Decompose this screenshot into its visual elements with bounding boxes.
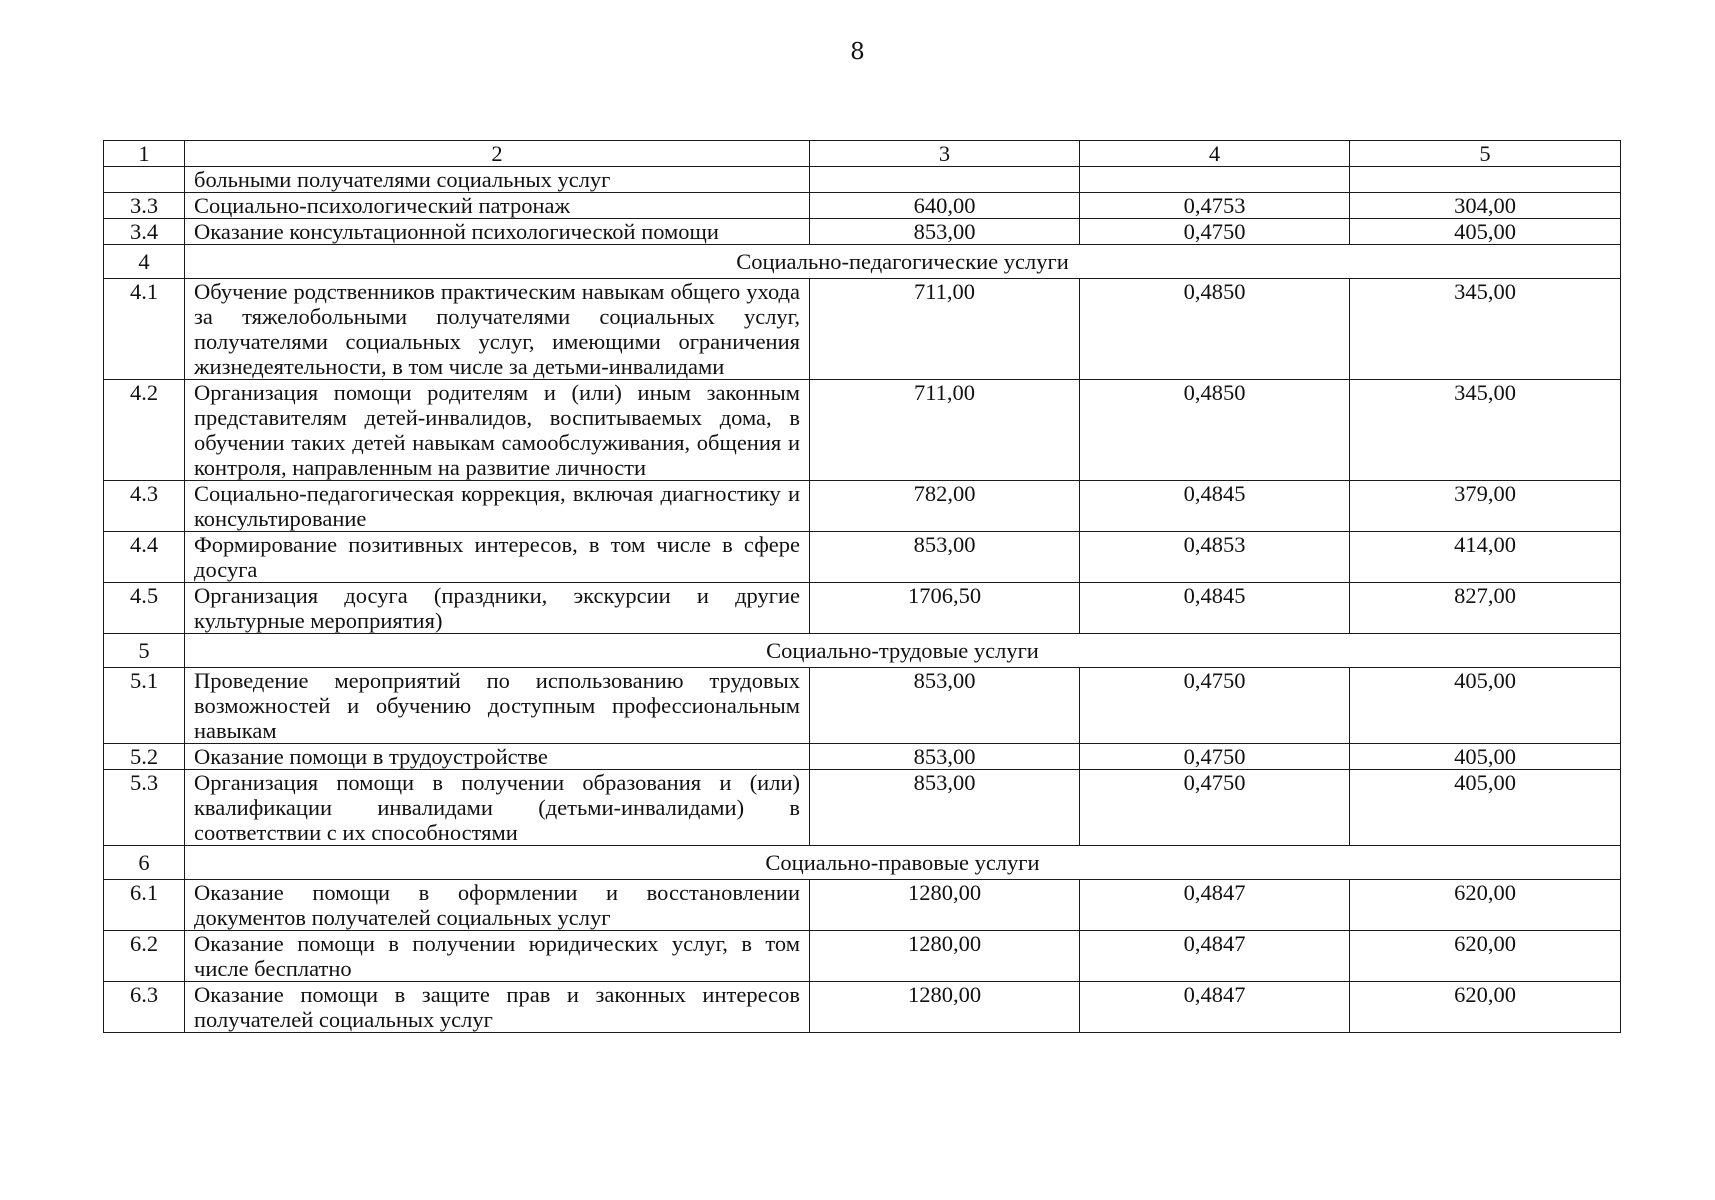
col-4-value: 0,4850 [1080,279,1350,380]
section-number: 6 [104,846,185,880]
section-title: Социально-правовые услуги [185,846,1621,880]
service-name: Социально-психологический патронаж [185,193,810,219]
col-5-value: 345,00 [1350,279,1621,380]
col-3-value: 853,00 [810,532,1080,583]
col-5-value: 405,00 [1350,668,1621,744]
service-name: Обучение родственников практическим навыкам общего ухода за тяжелобольными получателями социальных услуг, получателями социальных услуг, имеющими ограничения жизнедеятельности, в том числе за детьми-инвалидами [185,279,810,380]
col-4-value: 0,4847 [1080,982,1350,1033]
col-3-value: 640,00 [810,193,1080,219]
col-4-value: 0,4750 [1080,219,1350,245]
col-5-value [1350,167,1621,193]
service-name: Оказание помощи в трудоустройстве [185,744,810,770]
table-row [104,583,1621,634]
col-5-value: 620,00 [1350,880,1621,931]
col-3-value: 1706,50 [810,583,1080,634]
col-3-value [810,167,1080,193]
row-number [104,167,185,193]
header-col-1: 1 [104,141,185,167]
table-row [104,279,1621,380]
service-name: Оказание помощи в получении юридических услуг, в том числе бесплатно [185,931,810,982]
col-4-value: 0,4853 [1080,532,1350,583]
col-4-value: 0,4750 [1080,744,1350,770]
page-number: 8 [850,39,865,65]
col-3-value: 1280,00 [810,880,1080,931]
header-col-5: 5 [1350,141,1621,167]
row-number: 5.3 [104,770,185,846]
header-col-4: 4 [1080,141,1350,167]
col-3-value: 1280,00 [810,982,1080,1033]
section-row [104,846,1621,880]
section-title: Социально-педагогические услуги [185,245,1621,279]
col-3-value: 853,00 [810,668,1080,744]
section-row [104,634,1621,668]
services-tariff-table [103,140,1621,1033]
col-4-value: 0,4750 [1080,668,1350,744]
col-4-value: 0,4753 [1080,193,1350,219]
section-number: 5 [104,634,185,668]
row-number: 3.3 [104,193,185,219]
table-header-row [104,141,1621,167]
col-4-value: 0,4847 [1080,880,1350,931]
service-name: Формирование позитивных интересов, в том числе в сфере досуга [185,532,810,583]
row-number: 6.2 [104,931,185,982]
col-4-value: 0,4750 [1080,770,1350,846]
col-4-value: 0,4850 [1080,380,1350,481]
table-row [104,481,1621,532]
col-4-value: 0,4845 [1080,583,1350,634]
row-number: 4.4 [104,532,185,583]
section-title: Социально-трудовые услуги [185,634,1621,668]
col-5-value: 405,00 [1350,744,1621,770]
table-row [104,744,1621,770]
row-number: 6.1 [104,880,185,931]
col-3-value: 853,00 [810,744,1080,770]
col-3-value: 711,00 [810,380,1080,481]
service-name: Проведение мероприятий по использованию трудовых возможностей и обучению доступным профессиональным навыкам [185,668,810,744]
row-number: 3.4 [104,219,185,245]
col-5-value: 405,00 [1350,770,1621,846]
col-5-value: 827,00 [1350,583,1621,634]
row-number: 5.1 [104,668,185,744]
col-5-value: 414,00 [1350,532,1621,583]
row-number: 4.3 [104,481,185,532]
row-number: 6.3 [104,982,185,1033]
row-number: 4.2 [104,380,185,481]
row-number: 5.2 [104,744,185,770]
service-name: Оказание помощи в защите прав и законных интересов получателей социальных услуг [185,982,810,1033]
header-col-2: 2 [185,141,810,167]
section-row [104,245,1621,279]
header-col-3: 3 [810,141,1080,167]
table-row [104,880,1621,931]
service-name: Организация досуга (праздники, экскурсии и другие культурные мероприятия) [185,583,810,634]
table-row [104,380,1621,481]
col-5-value: 620,00 [1350,982,1621,1033]
section-number: 4 [104,245,185,279]
table-row [104,193,1621,219]
row-number: 4.1 [104,279,185,380]
table-row [104,532,1621,583]
col-4-value [1080,167,1350,193]
col-3-value: 782,00 [810,481,1080,532]
col-3-value: 711,00 [810,279,1080,380]
row-number: 4.5 [104,583,185,634]
col-3-value: 853,00 [810,770,1080,846]
service-name: Социально-педагогическая коррекция, включая диагностику и консультирование [185,481,810,532]
table-row [104,770,1621,846]
table-row [104,167,1621,193]
service-name: Оказание помощи в оформлении и восстановлении документов получателей социальных услуг [185,880,810,931]
col-5-value: 620,00 [1350,931,1621,982]
service-name: больными получателями социальных услуг [185,167,810,193]
col-5-value: 379,00 [1350,481,1621,532]
service-name: Оказание консультационной психологической помощи [185,219,810,245]
service-name: Организация помощи родителям и (или) иным законным представителям детей-инвалидов, воспитываемых дома, в обучении таких детей навыкам самообслуживания, общения и контроля, направленным на развитие личности [185,380,810,481]
col-5-value: 405,00 [1350,219,1621,245]
col-4-value: 0,4847 [1080,931,1350,982]
table-row [104,668,1621,744]
table-row [104,219,1621,245]
col-3-value: 853,00 [810,219,1080,245]
col-3-value: 1280,00 [810,931,1080,982]
table-row [104,931,1621,982]
col-5-value: 304,00 [1350,193,1621,219]
col-5-value: 345,00 [1350,380,1621,481]
service-name: Организация помощи в получении образования и (или) квалификации инвалидами (детьми-инвалидами) в соответствии с их способностями [185,770,810,846]
table-row [104,982,1621,1033]
col-4-value: 0,4845 [1080,481,1350,532]
